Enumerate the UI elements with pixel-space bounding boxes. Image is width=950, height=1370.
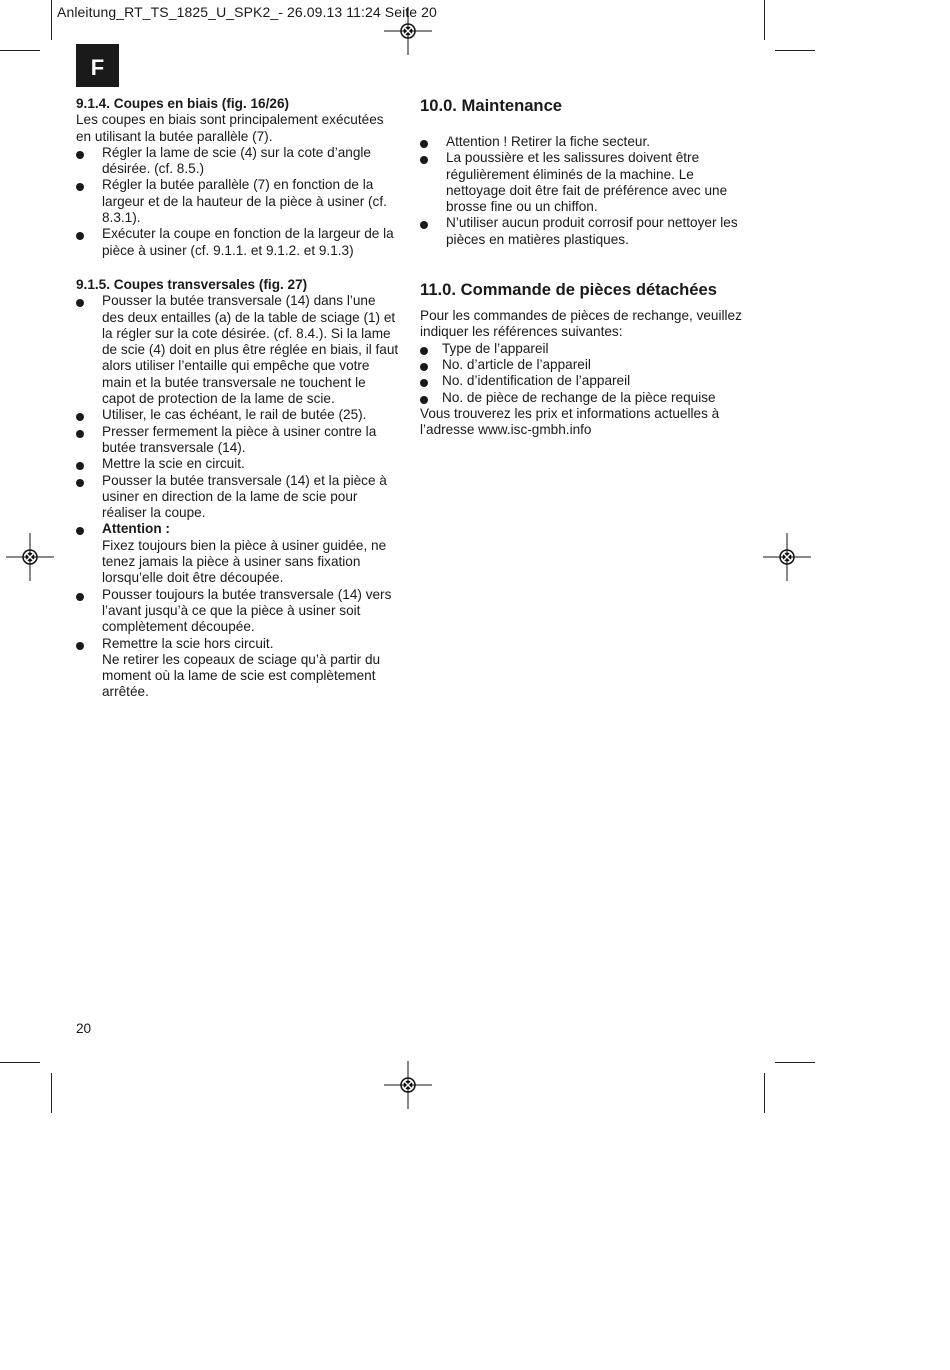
section-intro: Les coupes en biais sont principalement exécutées en utilisant la butée parallèle (7). — [76, 112, 384, 144]
bullet-list — [420, 134, 750, 248]
list-item: Exécuter la coupe en fonction de la largeur de la pièce à usiner (cf. 9.1.1. et 9.1.2. et 9.1.3) — [76, 226, 401, 259]
registration-mark-bottom-icon — [384, 1061, 432, 1109]
crop-mark-top-right-h — [775, 50, 815, 51]
bullet-list — [420, 341, 750, 406]
list-item: No. d’article de l’appareil — [420, 357, 750, 373]
list-item — [76, 636, 401, 701]
section-title: 9.1.4. Coupes en biais (fig. 16/26) — [76, 96, 290, 111]
registration-mark-top-icon — [384, 7, 432, 55]
section-intro: Pour les commandes de pièces de rechange, veuillez indiquer les références suivantes: — [420, 308, 742, 340]
list-item: Presser fermement la pièce à usiner contre la butée transversale (14). — [76, 424, 401, 457]
list-item: No. de pièce de rechange de la pièce requise — [420, 390, 750, 406]
section-9-1-4 — [76, 96, 401, 259]
crop-mark-top-left-h — [0, 50, 40, 51]
list-item: No. d’identification de l’appareil — [420, 373, 750, 389]
language-tab: F — [76, 44, 119, 87]
registration-mark-right-icon — [763, 533, 811, 581]
section-heading: 11.0. Commande de pièces détachées — [420, 280, 717, 300]
left-column — [76, 96, 401, 701]
list-item: N’utiliser aucun produit corrosif pour nettoyer les pièces en matières plastiques. — [420, 215, 750, 248]
section-maintenance — [420, 96, 750, 248]
crop-mark-bottom-left-v — [51, 1073, 52, 1113]
registration-mark-left-icon — [6, 533, 54, 581]
bullet-list — [76, 145, 401, 259]
crop-mark-top-right-v — [764, 0, 765, 40]
page-number: 20 — [76, 1021, 92, 1036]
attention-label: Attention : — [102, 521, 170, 537]
list-item-continuation: Ne retirer les copeaux de sciage qu’à partir du moment où la lame de scie est complètement arrêtée. — [102, 651, 381, 700]
section-9-1-5 — [76, 277, 401, 701]
list-item: Attention ! Retirer la fiche secteur. — [420, 134, 750, 150]
list-item: Mettre la scie en circuit. — [76, 456, 401, 472]
right-column — [420, 96, 750, 438]
list-item-text: Remettre la scie hors circuit. — [102, 635, 274, 651]
list-item: Pousser toujours la butée transversale (14) vers l’avant jusqu’à ce que la pièce à usiner soit complètement découpée. — [76, 587, 401, 636]
section-title: 9.1.5. Coupes transversales (fig. 27) — [76, 276, 308, 292]
list-item-attention — [76, 521, 401, 586]
bullet-list — [76, 293, 401, 700]
list-item: Pousser la butée transversale (14) dans l’une des deux entailles (a) de la table de sciage (1) et la régler sur la cote désirée. (cf. 8.4.). Si la lame de scie (4) doit en plus être réglée en biais, il faut alors utiliser l’entaille qui empêche que votre main et la butée transversale ne touchent le capot de protection de la lame de scie. — [76, 293, 401, 407]
crop-mark-bottom-left-h — [0, 1062, 40, 1063]
list-item: Régler la lame de scie (4) sur la cote d’angle désirée. (cf. 8.5.) — [76, 145, 401, 178]
section-heading: 10.0. Maintenance — [420, 96, 563, 115]
section-outro: Vous trouverez les prix et informations actuelles à l’adresse www.isc-gmbh.info — [420, 405, 720, 438]
attention-text: Fixez toujours bien la pièce à usiner guidée, ne tenez jamais la pièce à usiner sans fixation lorsqu’elle doit être découpée. — [102, 537, 387, 586]
crop-mark-top-left-v — [51, 0, 52, 40]
list-item: Pousser la butée transversale (14) et la pièce à usiner en direction de la lame de scie pour réaliser la coupe. — [76, 473, 401, 522]
list-item: Régler la butée parallèle (7) en fonction de la largeur et de la hauteur de la pièce à usiner (cf. 8.3.1). — [76, 177, 401, 226]
section-spare-parts — [420, 280, 750, 438]
print-slug: Anleitung_RT_TS_1825_U_SPK2_- 26.09.13 11:24 Seite 20 — [57, 4, 437, 20]
crop-mark-bottom-right-h — [775, 1062, 815, 1063]
crop-mark-bottom-right-v — [764, 1073, 765, 1113]
list-item: La poussière et les salissures doivent être régulièrement éliminés de la machine. Le nettoyage doit être fait de préférence avec une brosse fine ou un chiffon. — [420, 150, 750, 215]
list-item: Type de l’appareil — [420, 341, 750, 357]
list-item: Utiliser, le cas échéant, le rail de butée (25). — [76, 407, 401, 423]
